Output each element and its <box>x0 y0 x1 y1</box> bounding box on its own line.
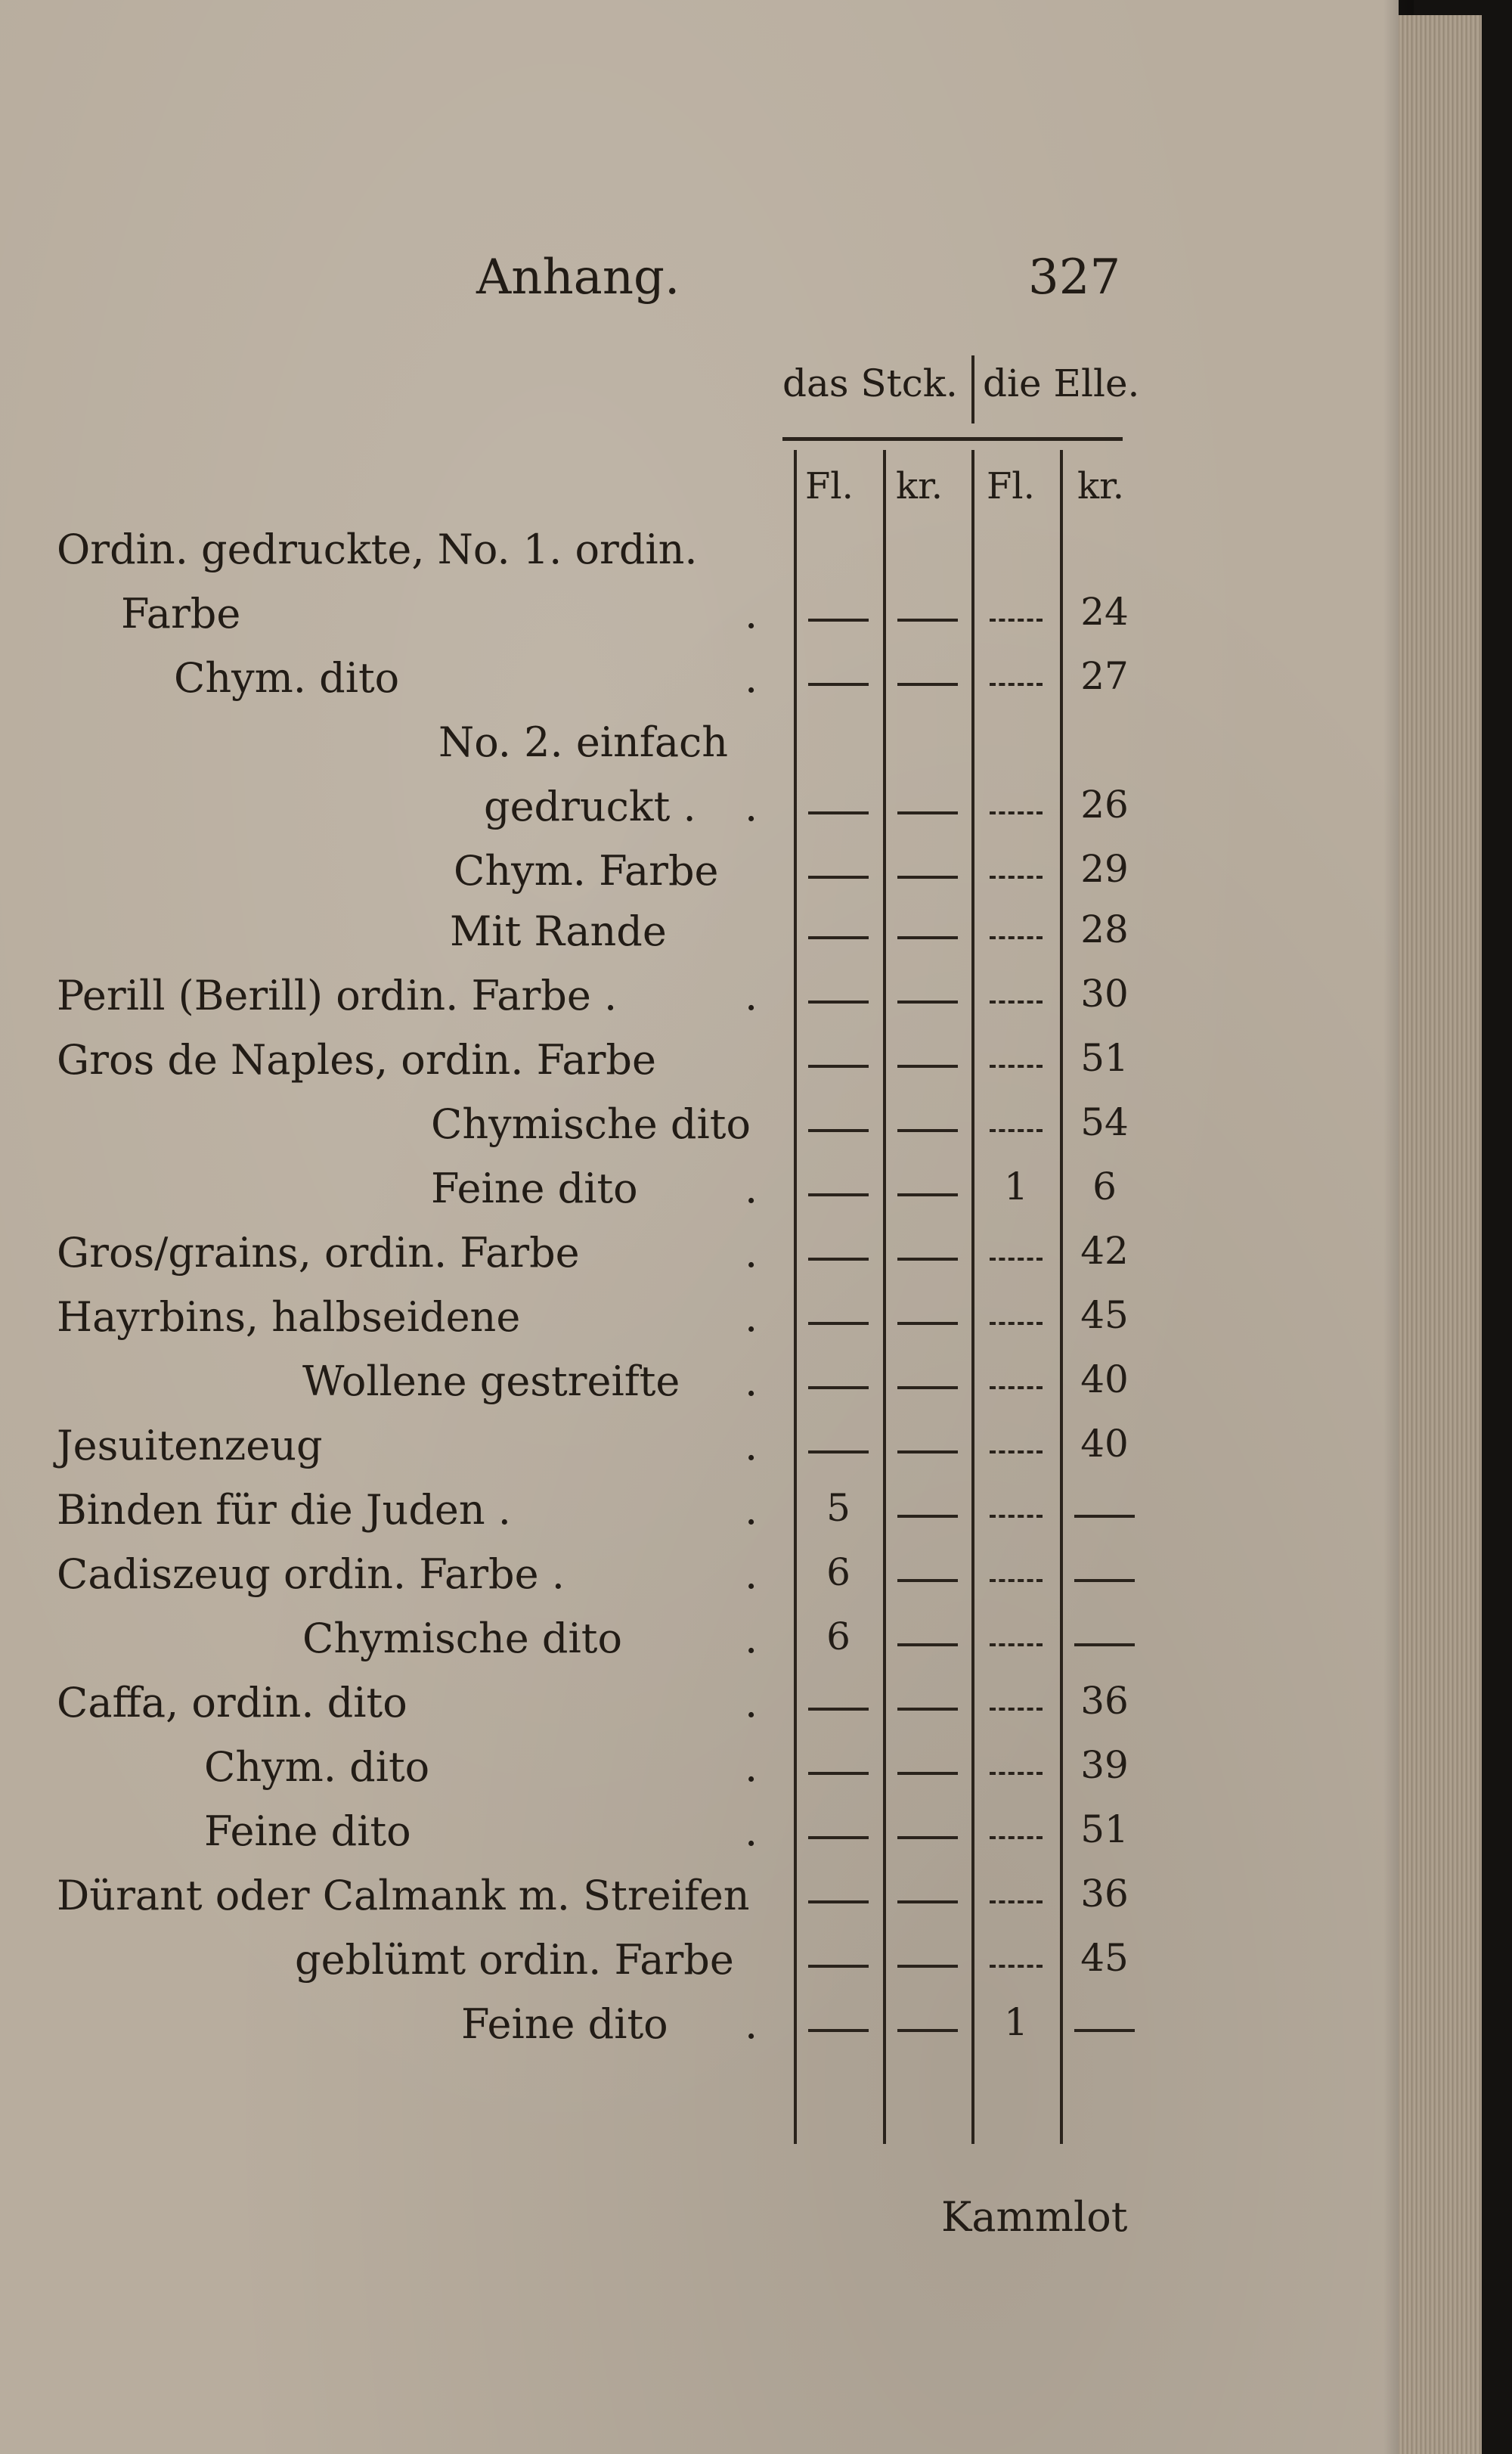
price-cell: 40 <box>1080 1357 1129 1401</box>
empty-cell-dash <box>990 1643 1043 1646</box>
empty-cell-dash <box>990 1001 1043 1004</box>
empty-cell-dash <box>990 1515 1043 1518</box>
unit-kr-piece: kr. <box>896 465 943 507</box>
row-label: Jesuitenzeug <box>57 1422 323 1469</box>
leader-dot: . <box>745 590 758 638</box>
row-label: Caffa, ordin. dito <box>57 1679 407 1726</box>
empty-cell-dash <box>808 1708 869 1711</box>
empty-cell-dash <box>897 936 958 939</box>
empty-cell-dash <box>897 1772 958 1775</box>
empty-cell-dash <box>897 619 958 622</box>
row-label: Chym. dito <box>174 654 400 702</box>
leader-dot: . <box>745 1165 758 1212</box>
running-head: Anhang. <box>476 250 680 306</box>
empty-cell-dash <box>990 619 1043 622</box>
column-rule <box>883 450 886 2144</box>
price-cell: 1 <box>1004 1165 1028 1208</box>
empty-cell-dash <box>897 1193 958 1196</box>
row-label: Perill (Berill) ordin. Farbe . <box>57 972 618 1019</box>
price-cell: 40 <box>1080 1422 1129 1466</box>
row-label: Chym. dito <box>204 1743 430 1791</box>
row-label: Binden für die Juden . <box>57 1486 511 1534</box>
page-number: 327 <box>1028 250 1121 306</box>
empty-cell-dash <box>808 1900 869 1903</box>
price-cell: 24 <box>1080 590 1129 634</box>
column-rule <box>794 450 797 2144</box>
empty-cell-dash <box>897 683 958 686</box>
empty-cell-dash <box>897 876 958 879</box>
empty-cell-dash <box>990 1258 1043 1261</box>
empty-cell-dash <box>990 1065 1043 1068</box>
empty-cell-dash <box>990 1772 1043 1775</box>
heading-rule <box>782 437 1123 441</box>
empty-cell-dash <box>990 1386 1043 1389</box>
empty-cell-dash <box>897 1001 958 1004</box>
row-label: Dürant oder Calmank m. Streifen <box>57 1872 750 1919</box>
empty-cell-dash <box>990 1965 1043 1968</box>
empty-cell-dash <box>808 1386 869 1389</box>
column-heading-per-piece: das Stck. <box>782 361 958 405</box>
row-label: Mit Rande <box>450 907 667 955</box>
leader-dot: . <box>745 1357 758 1405</box>
empty-cell-dash <box>897 1258 958 1261</box>
row-label: gedruckt . <box>484 783 696 830</box>
row-label: Feine dito <box>431 1165 638 1212</box>
empty-cell-dash <box>897 1708 958 1711</box>
empty-cell-dash <box>990 1450 1043 1453</box>
price-cell: 51 <box>1080 1807 1129 1851</box>
empty-cell-dash <box>897 1386 958 1389</box>
price-cell: 6 <box>1092 1165 1117 1208</box>
price-cell: 28 <box>1080 907 1129 951</box>
price-cell: 36 <box>1080 1872 1129 1916</box>
empty-cell-dash <box>1074 1515 1135 1518</box>
price-cell: 36 <box>1080 1679 1129 1723</box>
page-edges <box>1399 15 1482 2454</box>
empty-cell-dash <box>897 1129 958 1132</box>
price-cell: 29 <box>1080 847 1129 891</box>
leader-dot: . <box>745 1807 758 1855</box>
leader-dot: . <box>745 654 758 702</box>
empty-cell-dash <box>897 1900 958 1903</box>
empty-cell-dash <box>990 876 1043 879</box>
row-label: No. 2. einfach <box>438 718 729 766</box>
empty-cell-dash <box>897 811 958 814</box>
empty-cell-dash <box>897 1515 958 1518</box>
row-label: Farbe <box>121 590 241 638</box>
empty-cell-dash <box>808 1258 869 1261</box>
column-heading-per-ell: die Elle. <box>983 361 1140 405</box>
price-cell: 51 <box>1080 1036 1129 1080</box>
leader-dot: . <box>745 2000 758 2048</box>
empty-cell-dash <box>897 1450 958 1453</box>
empty-cell-dash <box>1074 1643 1135 1646</box>
empty-cell-dash <box>897 2029 958 2032</box>
row-label: Chym. Farbe <box>454 847 719 895</box>
empty-cell-dash <box>990 1129 1043 1132</box>
empty-cell-dash <box>897 1965 958 1968</box>
price-cell: 45 <box>1080 1936 1129 1980</box>
empty-cell-dash <box>808 2029 869 2032</box>
empty-cell-dash <box>990 1579 1043 1582</box>
row-label: Gros de Naples, ordin. Farbe <box>57 1036 656 1084</box>
price-cell: 39 <box>1080 1743 1129 1787</box>
empty-cell-dash <box>990 683 1043 686</box>
empty-cell-dash <box>1074 2029 1135 2032</box>
empty-cell-dash <box>897 1836 958 1839</box>
empty-cell-dash <box>808 1065 869 1068</box>
empty-cell-dash <box>897 1579 958 1582</box>
empty-cell-dash <box>897 1322 958 1325</box>
unit-fl-ell: Fl. <box>987 465 1035 507</box>
empty-cell-dash <box>990 936 1043 939</box>
row-label: Wollene gestreifte <box>302 1357 680 1405</box>
empty-cell-dash <box>990 1708 1043 1711</box>
leader-dot: . <box>745 1679 758 1726</box>
row-label: Cadiszeug ordin. Farbe . <box>57 1550 565 1598</box>
leader-dot: . <box>745 1550 758 1598</box>
leader-dot: . <box>745 1293 758 1341</box>
price-cell: 6 <box>826 1550 850 1594</box>
column-rule <box>971 450 974 2144</box>
empty-cell-dash <box>808 1193 869 1196</box>
price-cell: 42 <box>1080 1229 1129 1273</box>
unit-fl-piece: Fl. <box>805 465 854 507</box>
empty-cell-dash <box>808 1322 869 1325</box>
column-heading-divider <box>971 355 974 423</box>
catchword: Kammlot <box>941 2193 1128 2241</box>
price-cell: 27 <box>1080 654 1129 698</box>
unit-kr-ell: kr. <box>1077 465 1125 507</box>
row-label: Ordin. gedruckte, No. 1. ordin. <box>57 526 698 573</box>
row-label: Feine dito <box>204 1807 411 1855</box>
price-cell: 1 <box>1004 2000 1028 2044</box>
empty-cell-dash <box>808 936 869 939</box>
price-cell: 6 <box>826 1615 850 1658</box>
leader-dot: . <box>745 1229 758 1277</box>
row-label: geblümt ordin. Farbe <box>295 1936 734 1984</box>
row-label: Hayrbins, halbseidene <box>57 1293 521 1341</box>
empty-cell-dash <box>990 1836 1043 1839</box>
leader-dot: . <box>745 1422 758 1469</box>
leader-dot: . <box>745 783 758 830</box>
leader-dot: . <box>745 1615 758 1662</box>
empty-cell-dash <box>808 1450 869 1453</box>
empty-cell-dash <box>808 1965 869 1968</box>
empty-cell-dash <box>990 811 1043 814</box>
row-label: Feine dito <box>461 2000 668 2048</box>
empty-cell-dash <box>897 1065 958 1068</box>
leader-dot: . <box>745 972 758 1019</box>
price-cell: 26 <box>1080 783 1129 827</box>
empty-cell-dash <box>808 683 869 686</box>
empty-cell-dash <box>808 1129 869 1132</box>
empty-cell-dash <box>808 1836 869 1839</box>
empty-cell-dash <box>808 876 869 879</box>
empty-cell-dash <box>1074 1579 1135 1582</box>
empty-cell-dash <box>808 1772 869 1775</box>
empty-cell-dash <box>990 1322 1043 1325</box>
row-label: Chymische dito <box>431 1100 751 1148</box>
empty-cell-dash <box>897 1643 958 1646</box>
empty-cell-dash <box>808 1001 869 1004</box>
empty-cell-dash <box>990 1900 1043 1903</box>
price-cell: 30 <box>1080 972 1129 1016</box>
row-label: Gros/grains, ordin. Farbe <box>57 1229 580 1277</box>
empty-cell-dash <box>808 619 869 622</box>
leader-dot: . <box>745 1486 758 1534</box>
price-cell: 54 <box>1080 1100 1129 1144</box>
row-label: Chymische dito <box>302 1615 622 1662</box>
price-cell: 5 <box>826 1486 850 1530</box>
leader-dot: . <box>745 1743 758 1791</box>
price-cell: 45 <box>1080 1293 1129 1337</box>
empty-cell-dash <box>808 811 869 814</box>
